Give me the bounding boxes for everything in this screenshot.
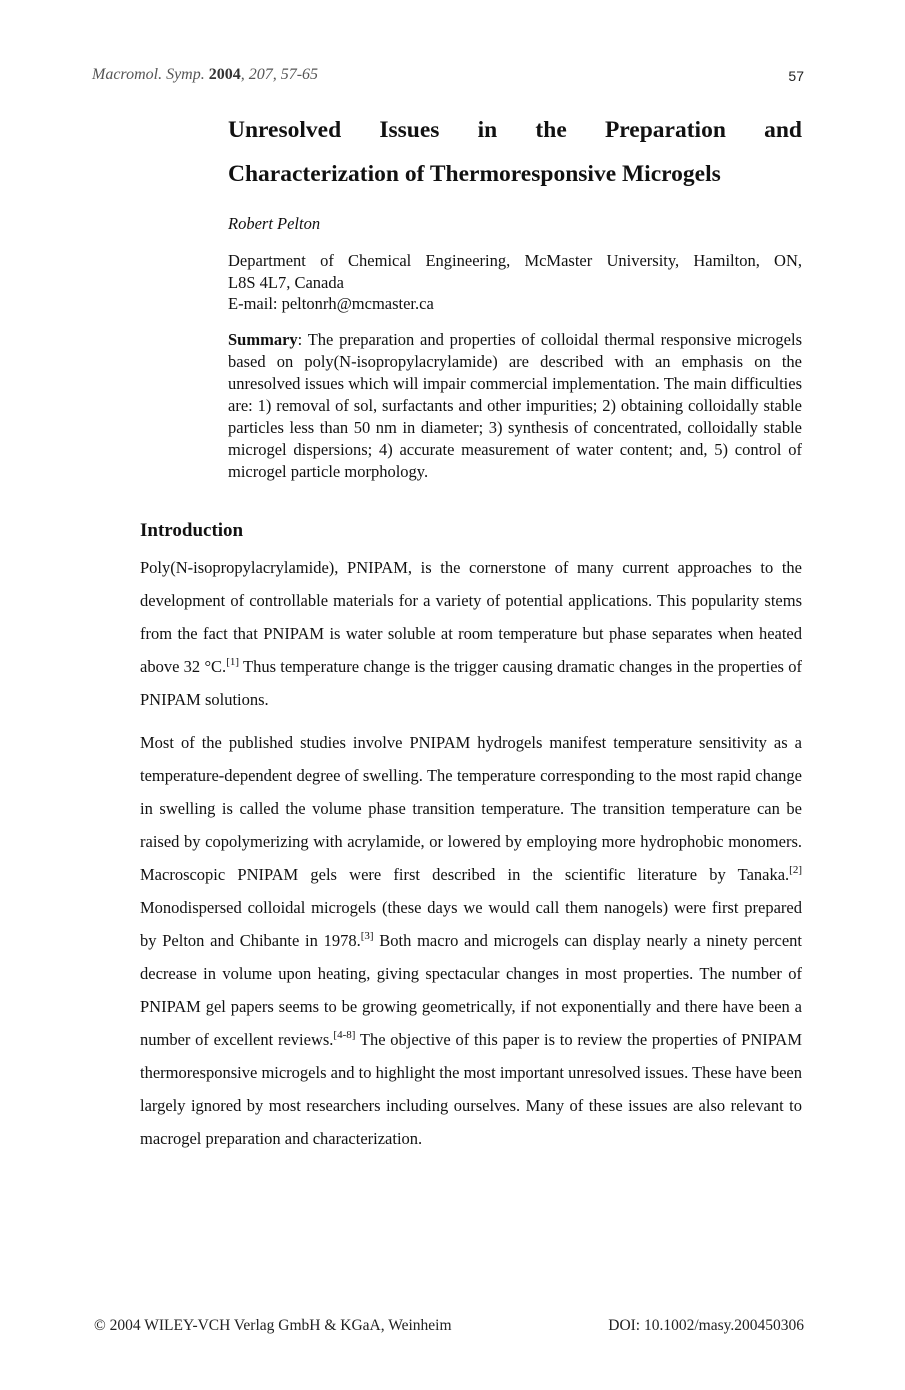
article-title-line-2: Characterization of Thermoresponsive Microgels	[228, 161, 721, 187]
introduction-paragraph-2	[140, 726, 802, 1155]
citation-reference[interactable]: [3]	[360, 930, 374, 942]
author-name: Robert Pelton	[228, 214, 321, 233]
citation-volume-pages: , 207, 57-65	[240, 66, 319, 83]
footer-copyright: © 2004 WILEY-VCH Verlag GmbH & KGaA, Weinheim	[94, 1317, 452, 1334]
summary-label: Summary	[228, 330, 298, 349]
article-title	[228, 108, 802, 196]
paragraph-text: Both macro and microgels can display nearly a ninety percent decrease in volume upon heating, giving spectacular changes in most properties. The number of PNIPAM gel papers seems to be growing geometrically, if not exponentially and there have been a number of excellent reviews.	[140, 931, 802, 1049]
section-heading-introduction: Introduction	[140, 520, 244, 541]
abstract-summary	[228, 329, 802, 483]
article-title-line-1: Unresolved Issues in the Preparation and	[228, 117, 802, 143]
citation-reference[interactable]: [1]	[226, 656, 240, 668]
running-head-citation	[92, 66, 318, 84]
author-email[interactable]: E-mail: peltonrh@mcmaster.ca	[228, 294, 434, 313]
paragraph-text: The objective of this paper is to review the properties of PNIPAM thermoresponsive microgels and to highlight the most important unresolved issues. These have been largely ignored by most researchers including ourselves. Many of these issues are also relevant to macrogel preparation and characterization.	[140, 1030, 802, 1148]
citation-reference[interactable]: [4-8]	[333, 1029, 356, 1041]
paragraph-text: Thus temperature change is the trigger causing dramatic changes in the properties of PNIPAM solutions.	[140, 657, 802, 709]
paragraph-text: Monodispersed colloidal microgels (these days we would call them nanogels) were first prepared by Pelton and Chibante in 1978.	[140, 898, 802, 950]
citation-reference[interactable]: [2]	[789, 864, 802, 876]
affiliation-postal: L8S 4L7, Canada	[228, 272, 344, 292]
summary-text: : The preparation and properties of colloidal thermal responsive microgels based on poly(N-isopropylacrylamide) are described with an emphasis on the unresolved issues which will impair commercial implementation. The main difficulties are: 1) removal of sol, surfactants and other impurities; 2) obtaining colloidally stable particles less than 50 nm in diameter; 3) synthesis of concentrated, colloidally stable microgel dispersions; 4) accurate measurement of water content; and, 5) control of microgel particle morphology.	[228, 330, 802, 481]
citation-year: 2004	[208, 66, 241, 83]
affiliation-department: Department of Chemical Engineering, McMaster University, Hamilton, ON,	[228, 251, 802, 270]
paragraph-text: Most of the published studies involve PNIPAM hydrogels manifest temperature sensitivity as a temperature-dependent degree of swelling. The temperature corresponding to the most rapid change in swelling is called the volume phase transition temperature. The transition temperature can be raised by copolymerizing with acrylamide, or lowered by employing more hydrophobic monomers. Macroscopic PNIPAM gels were first described in the scientific literature by Tanaka.	[140, 733, 802, 884]
page-number: 57	[788, 68, 804, 84]
author-affiliation	[228, 250, 802, 315]
paragraph-text: Poly(N-isopropylacrylamide), PNIPAM, is the cornerstone of many current approaches to the development of controllable materials for a variety of potential applications. This popularity stems from the fact that PNIPAM is water soluble at room temperature but phase separates when heated above 32 °C.	[140, 558, 802, 676]
footer-doi[interactable]: DOI: 10.1002/masy.200450306	[608, 1317, 804, 1334]
introduction-paragraph-1	[140, 551, 802, 716]
journal-name: Macromol. Symp.	[92, 66, 205, 83]
